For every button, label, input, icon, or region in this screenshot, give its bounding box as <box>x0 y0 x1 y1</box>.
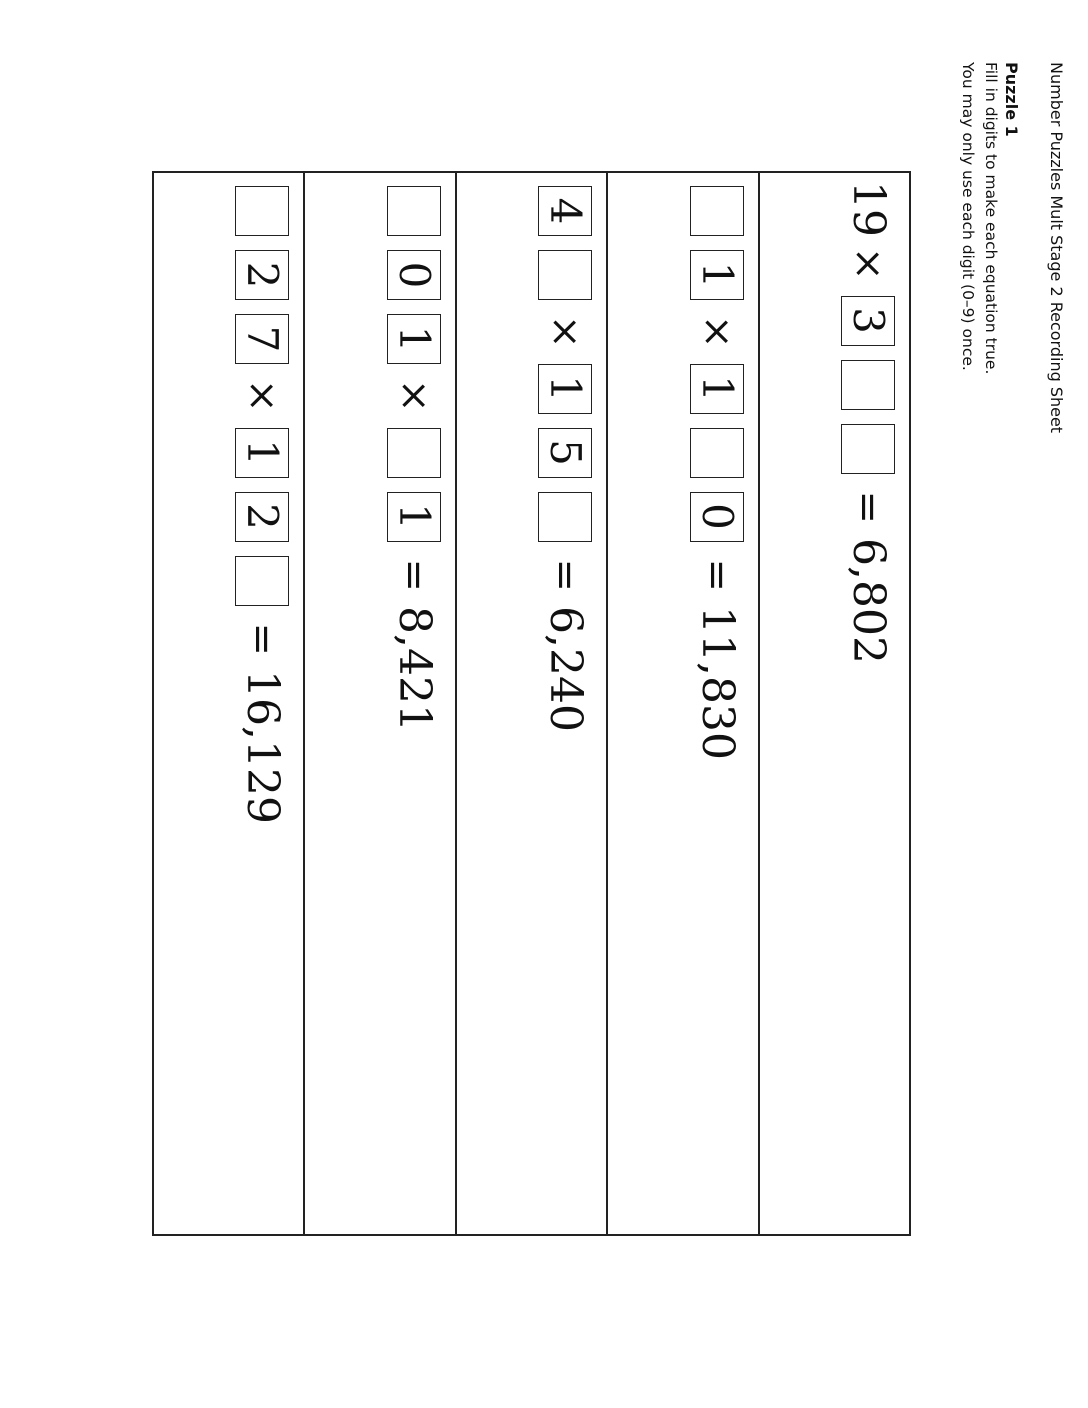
digit-box[interactable]: 7 <box>235 314 289 364</box>
equation-table <box>152 171 911 1236</box>
digit-box[interactable]: 0 <box>690 492 744 542</box>
digit-box[interactable] <box>235 186 289 236</box>
digit-box[interactable]: 1 <box>387 492 441 542</box>
digit-box[interactable]: 1 <box>235 428 289 478</box>
times-sign: × <box>239 379 286 413</box>
equation-row <box>303 173 454 1234</box>
product-result: 6,802 <box>843 538 894 664</box>
equation-row <box>154 173 303 1234</box>
equation <box>687 179 747 762</box>
equation-row <box>455 173 606 1234</box>
product-result: 8,421 <box>388 606 440 732</box>
equation <box>232 179 292 826</box>
equation <box>838 179 898 666</box>
equation-row <box>758 173 909 1234</box>
times-sign: × <box>693 315 740 349</box>
product-result: 6,240 <box>540 606 592 732</box>
equation-row <box>606 173 757 1234</box>
digit-box[interactable] <box>538 492 592 542</box>
digit-box[interactable] <box>690 186 744 236</box>
equals-sign: = <box>845 490 891 525</box>
equals-sign: = <box>390 558 437 593</box>
digit-box[interactable]: 5 <box>538 428 592 478</box>
digit-box[interactable] <box>387 186 441 236</box>
digit-box[interactable] <box>387 428 441 478</box>
given-number: 19 <box>843 181 894 237</box>
digit-box[interactable]: 1 <box>690 364 744 414</box>
digit-box[interactable]: 1 <box>690 250 744 300</box>
equals-sign: = <box>542 558 589 593</box>
sheet-title: Number Puzzles Mult Stage 2 Recording Sheet <box>1047 62 1066 434</box>
digit-box[interactable]: 0 <box>387 250 441 300</box>
puzzle-label: Puzzle 1 <box>1002 62 1021 137</box>
instruction-line-1: Fill in digits to make each equation true. <box>982 62 1000 375</box>
digit-box[interactable]: 2 <box>235 492 289 542</box>
times-sign: × <box>845 247 891 281</box>
product-result: 11,830 <box>691 606 743 760</box>
product-result: 16,129 <box>237 670 289 824</box>
times-sign: × <box>542 315 589 349</box>
digit-box[interactable]: 1 <box>538 364 592 414</box>
digit-box[interactable] <box>235 556 289 606</box>
equation <box>384 179 444 734</box>
digit-box[interactable]: 2 <box>235 250 289 300</box>
equation <box>535 179 595 734</box>
equals-sign: = <box>239 622 286 657</box>
times-sign: × <box>390 379 437 413</box>
instruction-line-2: You may only use each digit (0–9) once. <box>959 62 977 371</box>
digit-box[interactable] <box>841 424 895 474</box>
digit-box[interactable]: 1 <box>387 314 441 364</box>
equals-sign: = <box>693 558 740 593</box>
digit-box[interactable]: 3 <box>841 296 895 346</box>
digit-box[interactable] <box>538 250 592 300</box>
digit-box[interactable]: 4 <box>538 186 592 236</box>
digit-box[interactable] <box>841 360 895 410</box>
digit-box[interactable] <box>690 428 744 478</box>
